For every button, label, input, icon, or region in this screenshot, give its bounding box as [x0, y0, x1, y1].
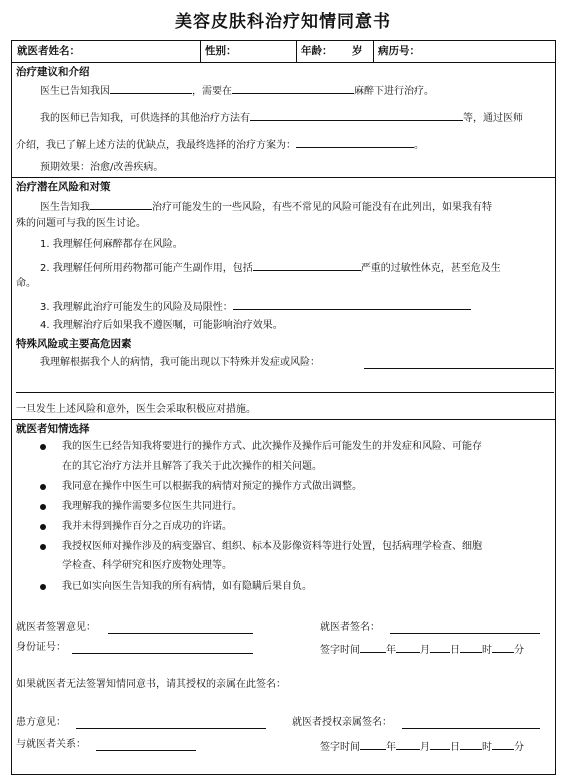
- bullet-icon: [40, 544, 46, 550]
- bullet-icon: [40, 524, 46, 530]
- consent-form: 就医者姓名： 性别： 年龄： 岁 病历号： 治疗建议和介绍 医生已告知我因 ，需要在 麻醉下进行治疗。 我的医师已告知我，可供选择的其他治疗方法有 等，通过医师 介绍，我已了解上述方法的优缺点，我最终选择的治疗方案为： 。 预期效果：治愈/改善疾病。 治疗潜在风险和对策 医生告知我 治疗可能发生的一些风险，有些不常见的风险可能没有在此列出，如果我有特 殊的问题可与我的医生讨论。 1. 我理解任何麻醉都存在风险。 2. 我理解任何所用药物都可能产生副作用，包括 严重的过敏性休克，甚至危及生 命。 3. 我理解此治疗可能发生的风险及局限性： 4. 我理解治疗后如果我不遵医嘱，可能影响治疗效果。 特殊风险或主要高危因素 我理解根据我个人的病情，我可能出现以下特殊并发症或风险： 一旦发生上述风险和意外，医生会采取积极应对措施。 就医者知情选择 我的医生已经告知我将要进行的操作方式、此次操作及操作后可能发生的并发症和风险、可能存 在的其它治疗方法并且解答了我关于此次操作的相关问题。 我同意在操作中医生可以根据我的病情对预定的操作方式做出调整。 我理解我的操作需要多位医生共同进行。 我并未得到操作百分之百成功的许诺。 我授权医师对操作涉及的病变器官、组织、标本及影像资料等进行处置，包括病理学检查、细胞 学检查、科学研究和医疗废物处理等。 我已如实向医生告知我的所有病情，如有隐瞒后果自负。 就医者签署意见： 就医者签名： 身份证号： 签字时间 年 月 日 时 分 如果就医者无法签署知情同意书，请其授权的亲属在此签名： 患方意见： 就医者授权亲属签名： 与就医者关系： 签字时间 年 月 日 时 分: [11, 40, 556, 775]
- special-risk-blank[interactable]: [364, 368, 554, 369]
- diagnosis-blank[interactable]: [110, 82, 192, 94]
- expected-effect: 预期效果：治愈/改善疾病。: [40, 162, 164, 173]
- record-number-field[interactable]: 病历号：: [378, 45, 420, 57]
- section-heading: 就医者知情选择: [16, 423, 90, 435]
- section-heading: 治疗潜在风险和对策: [16, 181, 111, 193]
- alternative-methods-blank[interactable]: [250, 109, 463, 121]
- anesthesia-blank[interactable]: [232, 82, 354, 94]
- section-heading: 治疗建议和介绍: [16, 66, 90, 78]
- patient-signature-input[interactable]: [390, 633, 540, 634]
- patient-name-field[interactable]: 就医者姓名：: [17, 45, 80, 57]
- document-title: 美容皮肤科治疗知情同意书: [175, 12, 391, 32]
- patient-side-opinion-input[interactable]: [76, 728, 266, 729]
- proxy-note: 如果就医者无法签署知情同意书，请其授权的亲属在此签名：: [16, 679, 286, 690]
- id-number-input[interactable]: [72, 653, 253, 654]
- sign-time-row-1: 签字时间 年 月 日 时 分: [320, 641, 524, 658]
- day-input[interactable]: [430, 738, 450, 750]
- year-input[interactable]: [360, 738, 386, 750]
- day-input[interactable]: [430, 641, 450, 653]
- section-heading: 特殊风险或主要高危因素: [16, 338, 132, 350]
- side-effects-blank[interactable]: [253, 259, 361, 271]
- sign-time-row-2: 签字时间 年 月 日 时 分: [320, 738, 524, 755]
- risk-limitation-blank[interactable]: [233, 298, 471, 310]
- bullet-icon: [40, 444, 46, 450]
- gender-field[interactable]: 性别：: [205, 45, 237, 57]
- month-input[interactable]: [396, 738, 420, 750]
- bullet-icon: [40, 584, 46, 590]
- age-field[interactable]: 年龄： 岁: [301, 45, 363, 57]
- relation-input[interactable]: [96, 750, 196, 751]
- patient-opinion-input[interactable]: [108, 633, 253, 634]
- year-input[interactable]: [360, 641, 386, 653]
- minute-input[interactable]: [492, 738, 514, 750]
- bullet-icon: [40, 504, 46, 510]
- chosen-plan-blank[interactable]: [296, 136, 414, 148]
- month-input[interactable]: [396, 641, 420, 653]
- treatment-name-blank[interactable]: [90, 198, 152, 210]
- hour-input[interactable]: [460, 641, 482, 653]
- hour-input[interactable]: [460, 738, 482, 750]
- minute-input[interactable]: [492, 641, 514, 653]
- proxy-signature-input[interactable]: [402, 728, 540, 729]
- patient-info-row: [12, 41, 555, 63]
- special-risk-blank-2[interactable]: [16, 392, 554, 393]
- bullet-icon: [40, 484, 46, 490]
